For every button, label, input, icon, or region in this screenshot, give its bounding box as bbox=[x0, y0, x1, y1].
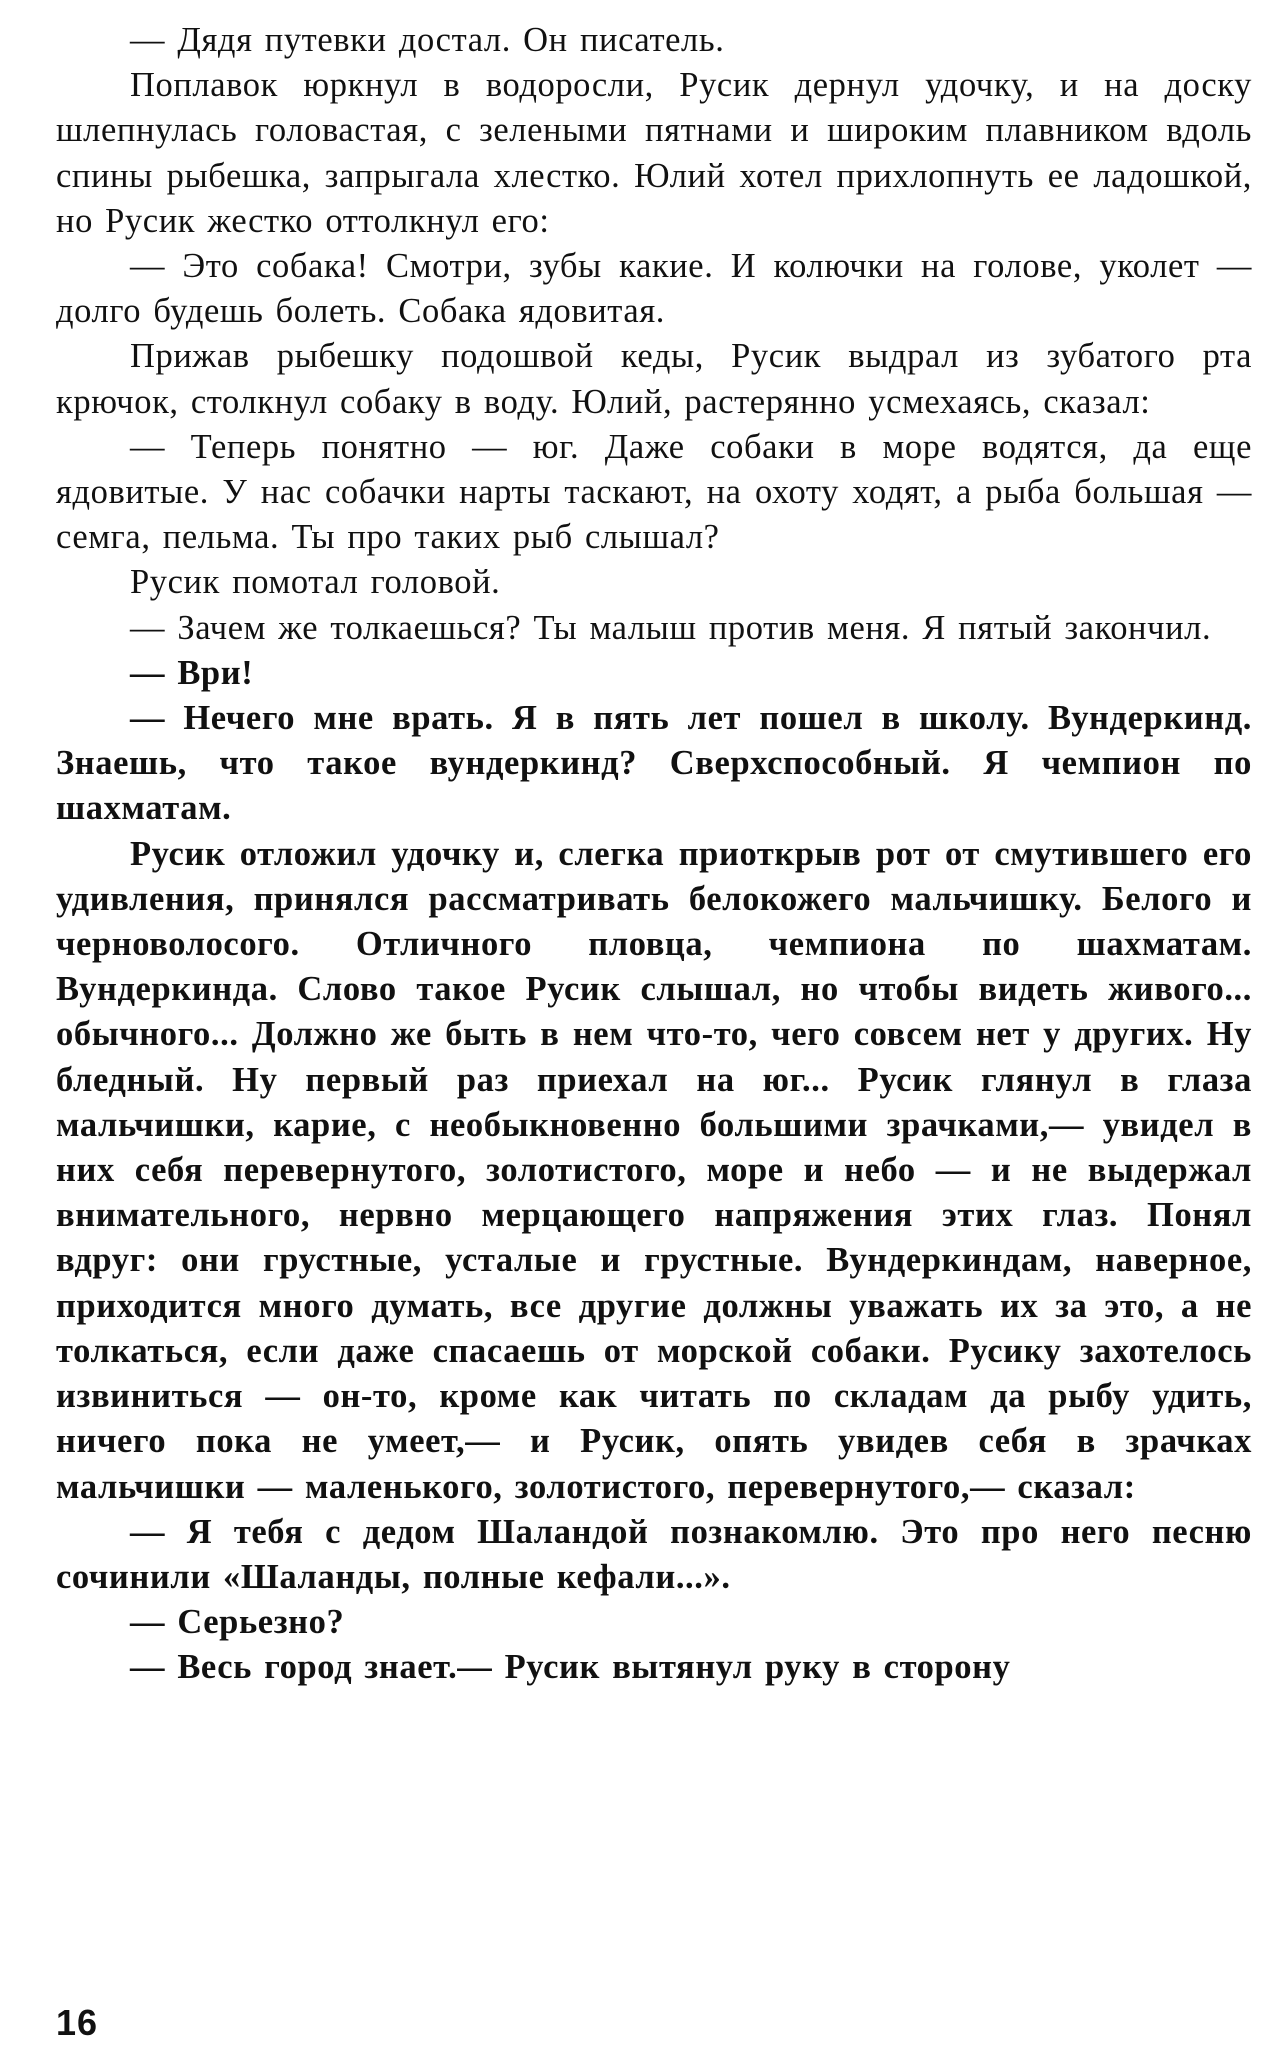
book-page-text bbox=[56, 18, 1252, 1691]
page-number: 16 bbox=[56, 2002, 99, 2043]
paragraph: Поплавок юркнул в водоросли, Русик дернул удочку, и на доску шлепнулась головастая, с зелеными пятнами и широким плавником вдоль спины рыбешка, запрыгала хлестко. Юлий хотел прихлопнуть ее ладошкой, но Русик жестко оттолкнул его: bbox=[56, 66, 1252, 240]
paragraph: — Серьезно? bbox=[130, 1603, 345, 1642]
paragraph: — Теперь понятно — юг. Даже собаки в море водятся, да еще ядовитые. У нас собачки нарты таскают, на охоту ходят, а рыба большая — семга, пельма. Ты про таких рыб слышал? bbox=[56, 427, 1252, 557]
paragraph: Русик помотал головой. bbox=[130, 563, 501, 602]
paragraph: — Весь город знает.— Русик вытянул руку в сторону bbox=[130, 1648, 1011, 1687]
paragraph: — Это собака! Смотри, зубы какие. И колючки на голове, уколет — долго будешь болеть. Собака ядовитая. bbox=[56, 247, 1252, 331]
paragraph: — Дядя путевки достал. Он писатель. bbox=[130, 21, 725, 59]
paragraph: — Нечего мне врать. Я в пять лет пошел в школу. Вундеркинд. Знаешь, что такое вундеркинд? Сверхспособный. Я чемпион по шахматам. bbox=[56, 699, 1252, 828]
paragraph: Русик отложил удочку и, слегка приоткрыв рот от смутившего его удивления, принялся рассматривать белокожего мальчишку. Белого и черноволосого. Отличного пловца, чемпиона по шахматам. Вундеркинда. Слово такое Русик слышал, но чтобы видеть живого... обычного... Должно же быть в нем что-то, чего совсем нет у других. Ну бледный. Ну первый раз приехал на юг... Русик глянул в глаза мальчишки, карие, с необыкновенно большими зрачками,— увидел в них себя перевернутого, золотистого, море и небо — и не выдержал внимательного, нервно мерцающего напряжения этих глаз. Понял вдруг: они грустные, усталые и грустные. Вундеркиндам, наверное, приходится много думать, все другие должны уважать их за это, а не толкаться, если даже спасаешь от морской собаки. Русику захотелось извиниться — он-то, кроме как читать по складам да рыбу удить, ничего пока не умеет,— и Русик, опять увидев себя в зрачках мальчишки — маленького, золотистого, перевернутого,— сказал: bbox=[56, 834, 1252, 1506]
paragraph: Прижав рыбешку подошвой кеды, Русик выдрал из зубатого рта крючок, столкнул собаку в воду. Юлий, растерянно усмехаясь, сказал: bbox=[56, 337, 1252, 421]
paragraph: — Я тебя с дедом Шаландой познакомлю. Это про него песню сочинили «Шаланды, полные кефали...». bbox=[56, 1512, 1252, 1596]
paragraph: — Ври! bbox=[130, 653, 254, 692]
paragraph: — Зачем же толкаешься? Ты малыш против меня. Я пятый закончил. bbox=[130, 608, 1212, 647]
